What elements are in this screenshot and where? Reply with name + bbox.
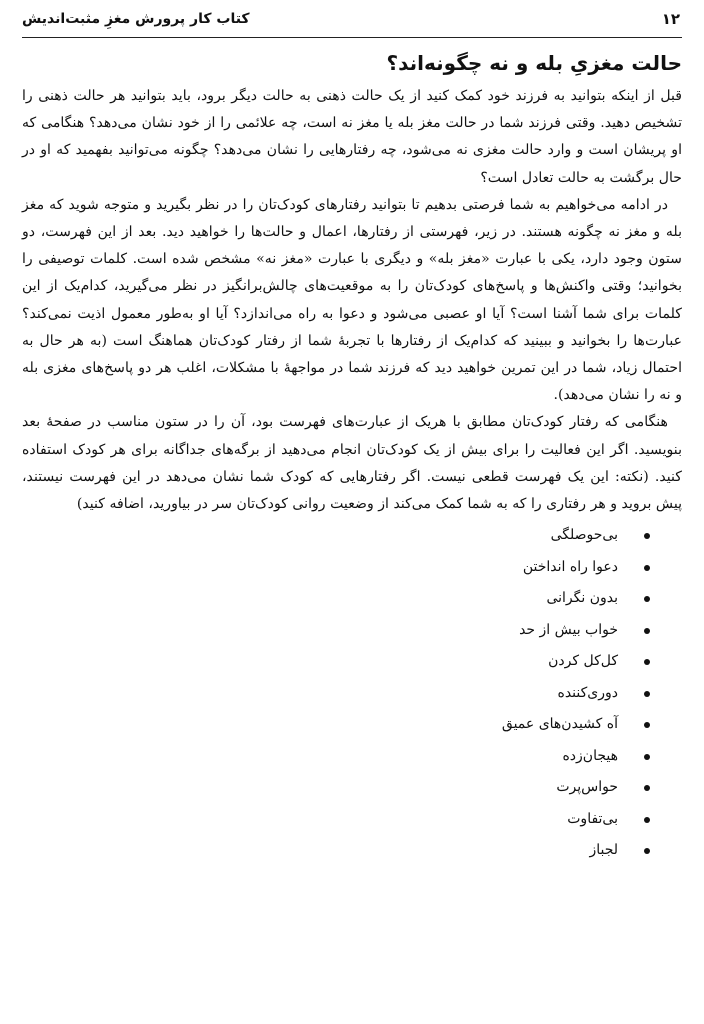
bullet-icon: [644, 754, 650, 760]
list-item-label: بی‌تفاوت: [567, 810, 618, 827]
list-item-label: حواس‌پرت: [556, 779, 618, 796]
book-title: کتاب کار پرورش مغزِ مثبت‌اندیش: [22, 11, 250, 27]
list-item: [22, 552, 650, 584]
list-item-label: آه کشیدن‌های عمیق: [501, 716, 618, 733]
bullet-icon: [644, 533, 650, 539]
list-item-label: لجباز: [589, 842, 618, 859]
list-item: [22, 520, 650, 552]
bullet-icon: [644, 722, 650, 728]
running-header: [22, 6, 682, 38]
list-item-label: هیجان‌زده: [562, 747, 618, 764]
bullet-icon: [644, 848, 650, 854]
list-item-label: بدون نگرانی: [546, 590, 618, 607]
list-item: [22, 583, 650, 615]
bullet-icon: [644, 565, 650, 571]
list-item-label: بی‌حوصلگی: [550, 527, 618, 544]
list-item: [22, 804, 650, 836]
list-item: [22, 709, 650, 741]
intro-paragraph: قبل از اینکه بتوانید به فرزند خود کمک کنید از یک حالت ذهنی به حالت دیگر برود، باید بتوانید هر حالت ذهنی را تشخیص دهید. وقتی فرزند شما در حالت مغز بله یا مغز نه است، چه علائمی را از خود نشان می‌دهد؟ هنگامی که او پریشان است و وارد حالت مغزی نه می‌شود، چه رفتارهایی را نشان می‌دهد؟ چگونه می‌توانید بفهمید که او در حال برگشت به حالت تعادل است؟: [22, 88, 682, 186]
bullet-icon: [644, 691, 650, 697]
list-item-label: دعوا راه انداختن: [522, 558, 618, 575]
list-item-label: خواب بیش از حد: [519, 621, 618, 638]
list-item: [22, 741, 650, 773]
list-item: [22, 646, 650, 678]
bullet-icon: [644, 659, 650, 665]
bullet-icon: [644, 628, 650, 634]
list-item: [22, 678, 650, 710]
bullet-icon: [644, 596, 650, 602]
list-item: [22, 772, 650, 804]
behavior-list: [22, 520, 682, 867]
bullet-icon: [644, 785, 650, 791]
instructions-paragraph: در ادامه می‌خواهیم به شما فرصتی بدهیم تا بتوانید رفتارهای کودک‌تان را در نظر بگیرید و متوجه شوید که مغز بله و مغز نه چگونه هستند. در زیر، فهرستی از رفتارها، اعمال و حالت‌ها را خواهید دید. بعد از این فهرست، دو ستون وجود دارد، یکی با عبارت «مغز بله» و دیگری با عبارت «مغز نه» مشخص شده است. کلمات توصیفی را بخوانید؛ وقتی واکنش‌ها و پاسخ‌های کودک‌تان را به موقعیت‌های چالش‌برانگیز در نظر می‌گیرید، کدام‌یک از این کلمات برای شما آشنا است؟ آیا او عصبی می‌شود و دعوا به راه می‌اندازد؟ آیا او به‌طور معمول اذیت نمی‌کند؟ عبارت‌ها را بخوانید و ببینید که کدام‌یک از رفتارها با تجربهٔ شما از رفتار کودک‌تان هماهنگ است (به هر حال به احتمال زیاد، شما در این تمرین خواهید دید که فرزند شما در مواجههٔ با مشکلات، اغلب هر دو پاسخ‌های مغزی بله و نه را نشان می‌دهد).: [22, 196, 682, 404]
list-item-label: دوری‌کننده: [557, 684, 618, 701]
page-number: ۱۲: [661, 10, 680, 28]
list-item: [22, 835, 650, 867]
list-item: [22, 615, 650, 647]
list-item-label: کل‌کل کردن: [548, 653, 618, 670]
section-title: حالت مغزیِ بله و نه چگونه‌اند؟: [386, 51, 682, 75]
bullet-icon: [644, 817, 650, 823]
note-paragraph: هنگامی که رفتار کودک‌تان مطابق با هریک از عبارت‌های فهرست بود، آن را در ستون مناسب در صفحهٔ بعد بنویسید. اگر این فعالیت را برای بیش از یک کودک‌تان انجام می‌دهید از برگه‌های جداگانه برای هر کودک استفاده کنید. (نکته: این یک فهرست قطعی نیست. اگر رفتارهایی که کودک شما نشان می‌دهد در این فهرست نیستند، پیش بروید و هر رفتاری را که به شما کمک می‌کند از وضعیت روانی کودک‌تان سر در بیاورید، اضافه کنید): [22, 414, 682, 513]
